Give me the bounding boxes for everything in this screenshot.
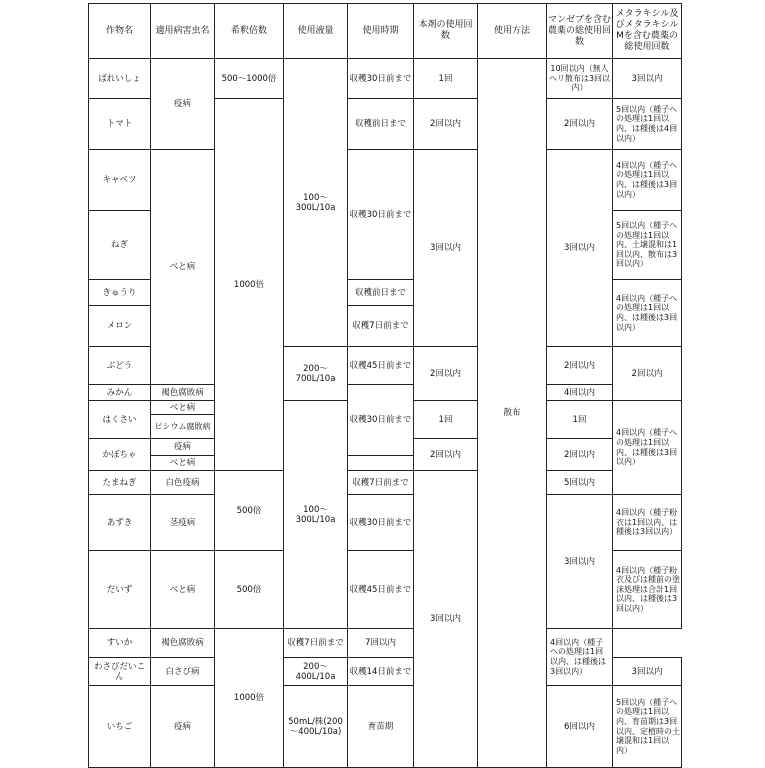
timing-cell: 収穫14日前まで (348, 658, 414, 686)
timing-cell: 収穫30日前まで (348, 150, 414, 280)
mancozeb-cell: 5回以内 (547, 471, 613, 495)
dilution-cell: 500倍 (215, 551, 284, 629)
timing-cell: 収穫7日前まで (284, 629, 348, 658)
disease-cell: べと病 (151, 456, 215, 471)
table-row (89, 150, 682, 211)
disease-cell: 白さび病 (151, 658, 215, 686)
crop-cell: すいか (89, 629, 151, 658)
disease-cell: ピシウム腐敗病 (151, 415, 215, 439)
crop-cell: キャベツ (89, 150, 151, 211)
timing-cell: 収穫30日前まで (348, 495, 414, 551)
crop-cell: わさびだいこん (89, 658, 151, 686)
table-row (89, 471, 682, 495)
mancozeb-cell: 3回以内 (547, 150, 613, 347)
header-method: 使用方法 (478, 4, 547, 59)
mancozeb-cell: 3回以内 (547, 495, 613, 629)
disease-cell: 疫病 (151, 439, 215, 456)
timing-cell: 収穫7日前まで (348, 471, 414, 495)
volume-cell: 50mL/株(200～400L/10a) (284, 686, 348, 768)
crop-cell: メロン (89, 306, 151, 347)
disease-cell: 褐色腐敗病 (151, 385, 215, 401)
header-timing: 使用時期 (348, 4, 414, 59)
header-crop: 作物名 (89, 4, 151, 59)
disease-cell: べと病 (151, 401, 215, 415)
dilution-cell: 500～1000倍 (215, 59, 284, 99)
metalaxyl-cell: 5回以内（種子への処理は1回以内、育苗期は3回以内、定植時の土壌混和は1回以内） (613, 686, 682, 768)
disease-cell: べと病 (151, 150, 215, 385)
timing-cell: 育苗期 (348, 686, 414, 768)
timing-cell: 収穫30日前まで (348, 59, 414, 99)
mancozeb-cell: 6回以内 (547, 686, 613, 768)
metalaxyl-cell: 5回以内（種子への処理は1回以内、土壌混和は1回以内、散布は3回以内） (613, 211, 682, 280)
times-cell: 3回以内 (414, 150, 478, 347)
table-row (89, 629, 682, 658)
metalaxyl-cell: 5回以内（種子への処理は1回以内、は種後は4回以内） (613, 99, 682, 150)
disease-cell: 褐色腐敗病 (151, 629, 215, 658)
times-cell: 3回以内 (414, 471, 478, 768)
metalaxyl-cell: 3回以内 (613, 59, 682, 99)
header-target-disease: 適用病害虫名 (151, 4, 215, 59)
metalaxyl-cell: 2回以内 (613, 347, 682, 401)
disease-cell: 茎疫病 (151, 495, 215, 551)
header-volume: 使用液量 (284, 4, 348, 59)
timing-cell: 収穫7日前まで (348, 306, 414, 347)
mancozeb-cell: 4回以内 (547, 385, 613, 401)
crop-cell: トマト (89, 99, 151, 150)
times-cell: 2回以内 (414, 99, 478, 150)
dilution-cell: 500倍 (215, 471, 284, 551)
crop-cell: ねぎ (89, 211, 151, 280)
disease-cell: 白色疫病 (151, 471, 215, 495)
times-cell: 2回以内 (414, 439, 478, 471)
pesticide-table-container (88, 3, 682, 768)
disease-cell: べと病 (151, 551, 215, 629)
timing-cell: 収穫45日前まで (348, 347, 414, 385)
mancozeb-cell: 7回以内 (348, 629, 414, 658)
metalaxyl-cell: 4回以内（種子粉衣及びは種前の塗沫処理は合計1回以内、は種後は3回以内） (613, 551, 682, 629)
metalaxyl-cell: 4回以内（種子への処理は1回以内、は種後は3回以内） (613, 150, 682, 211)
timing-cell: 収穫前日まで (348, 280, 414, 306)
timing-cell: 収穫前日まで (348, 99, 414, 150)
header-metalaxyl-total: メタラキシル及びメタラキシルMを含む農薬の総使用回数 (613, 4, 682, 59)
crop-cell: きゅうり (89, 280, 151, 306)
crop-cell: かぼちゃ (89, 439, 151, 471)
crop-cell: はくさい (89, 401, 151, 439)
times-cell: 2回以内 (414, 347, 478, 401)
metalaxyl-cell: 4回以内（種子への処理は1回以内、は種後は3回以内） (613, 280, 682, 347)
crop-cell: あずき (89, 495, 151, 551)
header-times: 本剤の使用回数 (414, 4, 478, 59)
crop-cell: ぶどう (89, 347, 151, 385)
crop-cell: いちご (89, 686, 151, 768)
table-row (89, 385, 682, 401)
pesticide-usage-table (88, 3, 682, 768)
volume-cell: 200～400L/10a (284, 658, 348, 686)
table-row (89, 686, 682, 768)
method-cell: 散布 (478, 59, 547, 768)
header-dilution: 希釈倍数 (215, 4, 284, 59)
metalaxyl-cell: 4回以内（種子への処理は1回以内、は種後は3回以内） (613, 401, 682, 495)
mancozeb-cell: 1回 (547, 401, 613, 439)
mancozeb-cell: 2回以内 (547, 347, 613, 385)
metalaxyl-cell: 4回以内（種子への処理は1回以内、は種後は3回以内） (547, 629, 613, 686)
volume-cell: 100～300L/10a (284, 59, 348, 347)
table-row (89, 495, 682, 551)
dilution-cell: 1000倍 (215, 629, 284, 768)
timing-cell: 収穫45日前まで (348, 551, 414, 629)
header-mancozeb-total: マンゼブを含む農薬の総使用回数 (547, 4, 613, 59)
crop-cell: だいず (89, 551, 151, 629)
mancozeb-cell: 2回以内 (547, 99, 613, 150)
metalaxyl-cell: 4回以内（種子粉衣は1回以内、は種後は3回以内） (613, 495, 682, 551)
mancozeb-cell: 10回以内（無人ヘリ散布は3回以内） (547, 59, 613, 99)
header-row (89, 4, 682, 59)
dilution-cell: 1000倍 (215, 99, 284, 471)
mancozeb-cell: 2回以内 (547, 439, 613, 471)
crop-cell: みかん (89, 385, 151, 401)
mancozeb-cell: 3回以内 (613, 658, 682, 686)
disease-cell: 疫病 (151, 686, 215, 768)
times-cell: 1回 (414, 59, 478, 99)
crop-cell: たまねぎ (89, 471, 151, 495)
volume-cell: 100～300L/10a (284, 401, 348, 629)
volume-cell: 200～700L/10a (284, 347, 348, 401)
crop-cell: ばれいしょ (89, 59, 151, 99)
timing-cell: 収穫30日前まで (348, 385, 414, 456)
times-cell: 1回 (414, 401, 478, 439)
disease-cell: 疫病 (151, 59, 215, 150)
table-row (89, 59, 682, 99)
